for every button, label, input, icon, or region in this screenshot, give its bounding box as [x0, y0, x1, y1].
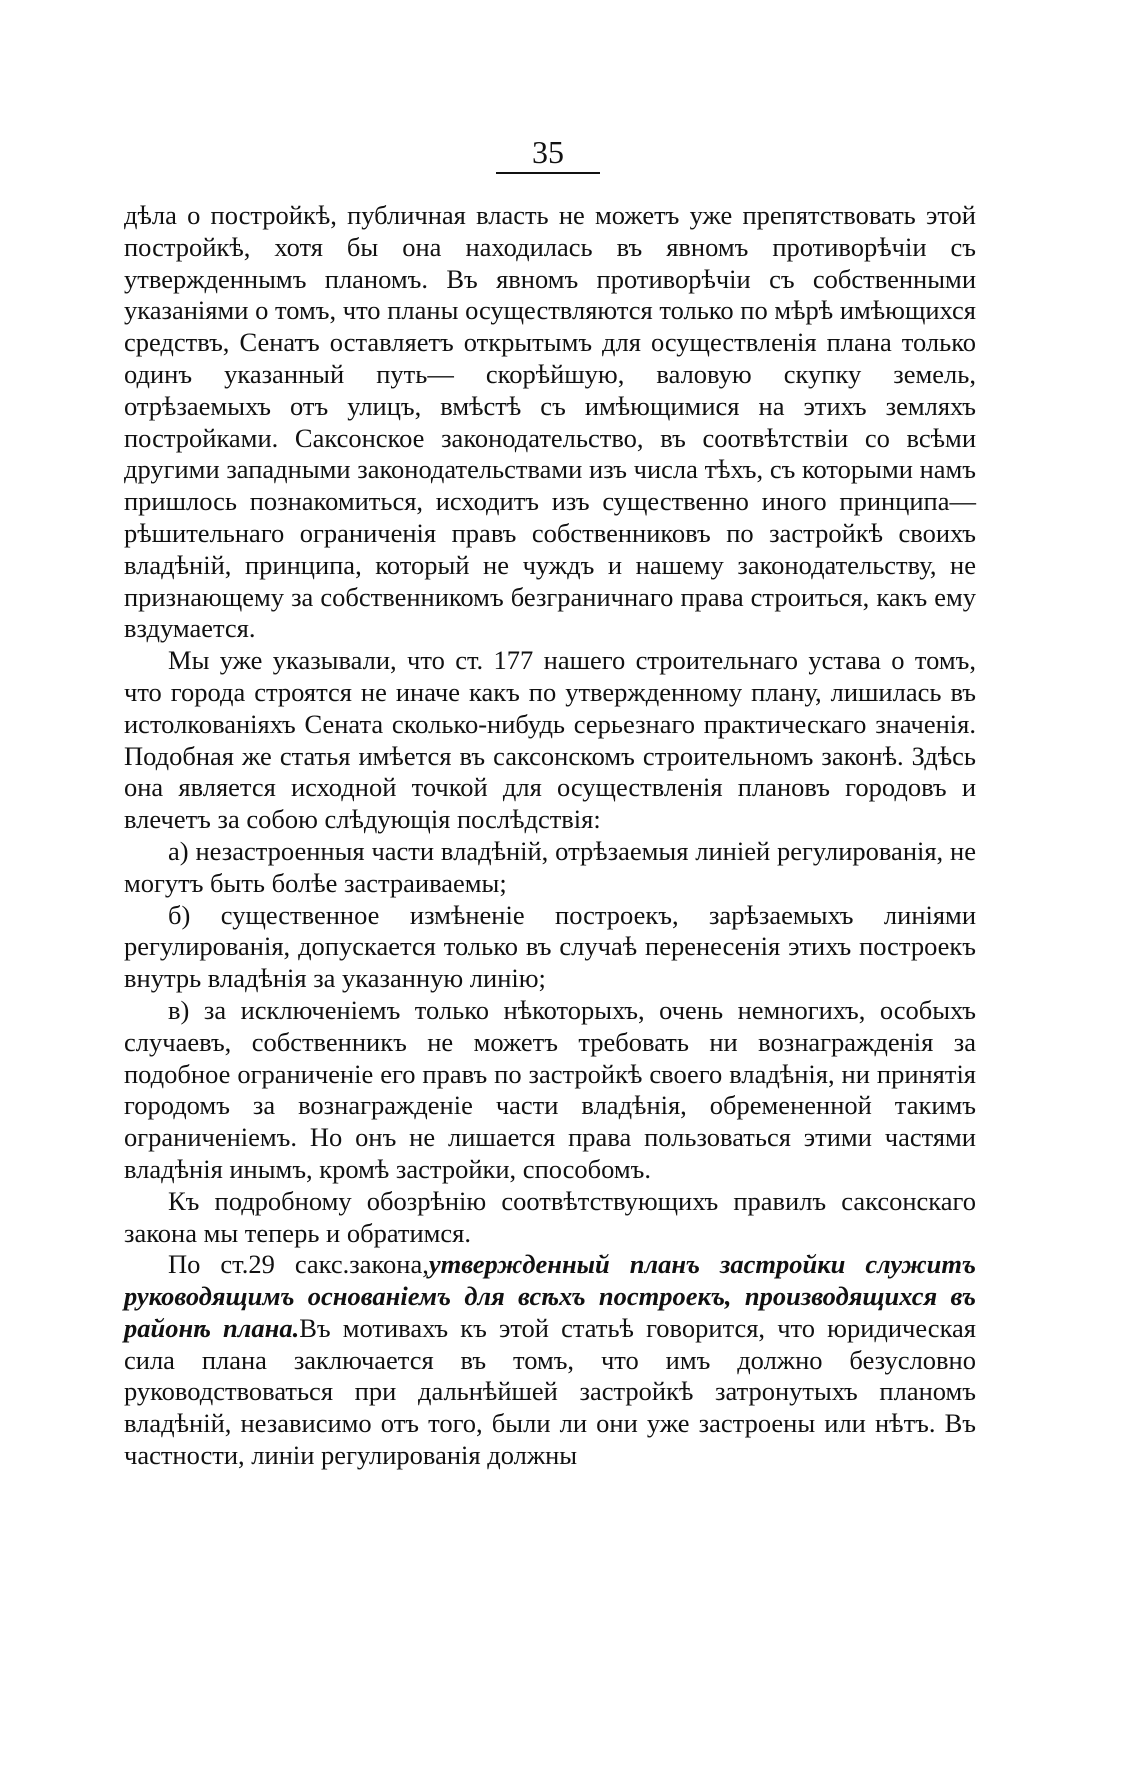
body-text — [124, 200, 976, 1472]
paragraph-article-29 — [124, 1249, 976, 1472]
list-item-a: а) незастроенныя части владѣній, отрѣзаемыя линіей регулированія, не могутъ быть болѣе застраиваемы; — [124, 835, 976, 898]
list-item-b: б) существенное измѣненіе построекъ, зарѣзаемыхъ линіями регулированія, допускается только въ случаѣ перенесенія этихъ построекъ внутрь владѣнія за указанную линію; — [124, 899, 976, 994]
article-29-rest: Въ мотивахъ къ этой статьѣ говорится, что юридическая сила плана заключается въ томъ, что имъ должно безусловно руководствоваться при дальнѣйшей застройкѣ затронутыхъ планомъ владѣній, независимо отъ того, были ли они уже застроены или нѣтъ. Въ частности, линіи регулированія должны — [124, 1312, 976, 1471]
paragraph-continuation: дѣла о постройкѣ, публичная власть не можетъ уже препятствовать этой постройкѣ, хотя бы она находилась въ явномъ противорѣчіи съ утвержденнымъ планомъ. Въ явномъ противорѣчіи съ собственными указаніями о томъ, что планы осуществляются только по мѣрѣ имѣющихся средствъ, Сенатъ оставляетъ открытымъ для осуществленія плана только одинъ указанный путь— скорѣйшую, валовую скупку земель, отрѣзаемыхъ отъ улицъ, вмѣстѣ съ имѣющимися на этихъ земляхъ постройками. Саксонское законодательство, въ соотвѣтствіи со всѣми другими западными законодательствами изъ числа тѣхъ, съ которыми намъ пришлось познакомиться, исходитъ изъ существенно иного принципа—рѣшительнаго ограниченія правъ собственниковъ по застройкѣ своихъ владѣній, принципа, который не чуждъ и нашему законодательству, не признающему за собственникомъ безграничнаго права строиться, какъ ему вздумается. — [124, 200, 976, 644]
page-number: 35 — [532, 134, 564, 170]
article-29-lead: По ст.29 сакс.закона, — [168, 1249, 429, 1280]
paragraph-article-177: Мы уже указывали, что ст. 177 нашего строительнаго устава о томъ, что города строятся не иначе какъ по утвержденному плану, лишилась въ истолкованіяхъ Сената сколько-нибудь серьезнаго практическаго значенія. Подобная же статья имѣется въ саксонскомъ строительномъ законѣ. Здѣсь она является исходной точкой для осуществленія плановъ городовъ и влечетъ за собою слѣдующія послѣдствія: — [124, 645, 976, 835]
paragraph-transition: Къ подробному обозрѣнію соотвѣтствующихъ правилъ саксонскаго закона мы теперь и обратимся. — [124, 1185, 976, 1248]
page-number-rule — [496, 172, 600, 174]
list-item-v: в) за исключеніемъ только нѣкоторыхъ, очень немногихъ, особыхъ случаевъ, собственникъ не можетъ требовать ни вознагражденія за подобное ограниченіе его правъ по застройкѣ своего владѣнія, ни принятія городомъ за вознагражденіе части владѣнія, обремененной такимъ ограниченіемъ. Но онъ не лишается права пользоваться этими частями владѣнія инымъ, кромѣ застройки, способомъ. — [124, 994, 976, 1184]
article-29-quote: утвержденный планъ застройки служитъ руководящимъ основаніемъ для всѣхъ построекъ, производящихся въ районѣ плана. — [124, 1249, 976, 1343]
